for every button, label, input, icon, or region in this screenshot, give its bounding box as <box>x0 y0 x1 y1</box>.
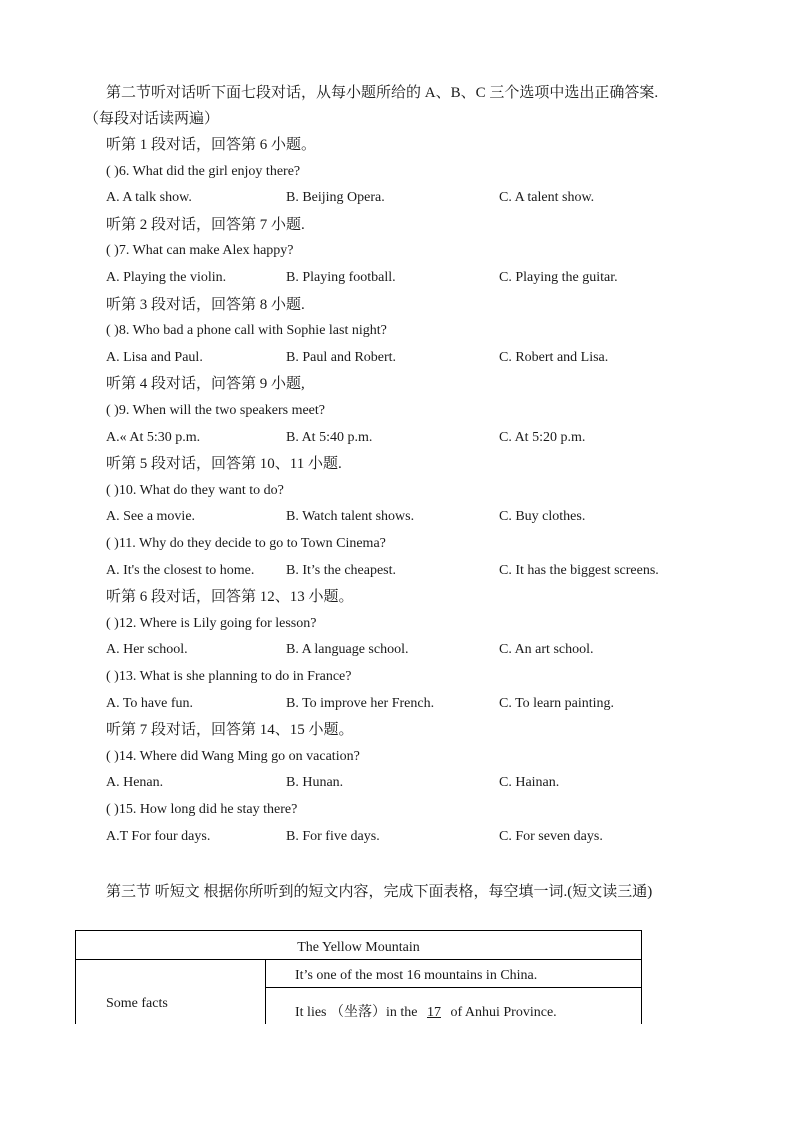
question-stem: ( )10. What do they want to do? <box>106 483 284 498</box>
option-a[interactable]: A.T For four days. <box>106 829 211 844</box>
table-column-divider <box>265 959 266 1024</box>
option-c[interactable]: C. Playing the guitar. <box>499 270 618 285</box>
question-stem: ( )14. Where did Wang Ming go on vacation? <box>106 749 360 764</box>
option-a[interactable]: A. To have fun. <box>106 696 194 711</box>
fact2-suffix: of Anhui Province. <box>450 1005 557 1020</box>
option-b[interactable]: B. For five days. <box>286 829 380 844</box>
option-c[interactable]: C. It has the biggest screens. <box>499 563 659 578</box>
table-fact-1: It’s one of the most 16 mountains in China. <box>295 968 538 983</box>
question-stem: ( )6. What did the girl enjoy there? <box>106 164 301 179</box>
question-stem: ( )11. Why do they decide to go to Town Cinema? <box>106 536 386 551</box>
answer-table <box>75 930 642 1024</box>
dialogue-header: 听第 6 段对话，回答第 12、13 小题。 <box>106 589 354 605</box>
option-c[interactable]: C. To learn painting. <box>499 696 615 711</box>
question-stem: ( )8. Who bad a phone call with Sophie last night? <box>106 323 387 338</box>
option-c[interactable]: C. At 5:20 p.m. <box>499 430 586 445</box>
table-divider <box>265 987 641 988</box>
option-b[interactable]: B. Watch talent shows. <box>286 509 415 524</box>
option-b[interactable]: B. A language school. <box>286 642 409 657</box>
option-a[interactable]: A. Her school. <box>106 642 188 657</box>
option-a[interactable]: A. Henan. <box>106 775 164 790</box>
option-c[interactable]: C. An art school. <box>499 642 594 657</box>
option-a[interactable]: A. It's the closest to home. <box>106 563 255 578</box>
option-c[interactable]: C. For seven days. <box>499 829 603 844</box>
option-b[interactable]: B. Hunan. <box>286 775 344 790</box>
option-b[interactable]: B. Paul and Robert. <box>286 350 397 365</box>
section2-heading-line2: （每段对话读两遍） <box>84 111 220 127</box>
table-title: The Yellow Mountain <box>297 940 420 955</box>
dialogue-header: 听第 5 段对话，回答第 10、11 小题. <box>106 456 342 472</box>
option-b[interactable]: B. At 5:40 p.m. <box>286 430 373 445</box>
dialogue-header: 听第 1 段对话，回答第 6 小题。 <box>106 137 317 153</box>
dialogue-header: 听第 2 段对话，回答第 7 小题. <box>106 217 305 233</box>
option-a[interactable]: A.« At 5:30 p.m. <box>106 430 201 445</box>
option-c[interactable]: C. Hainan. <box>499 775 560 790</box>
option-a[interactable]: A. Playing the violin. <box>106 270 227 285</box>
dialogue-header: 听第 4 段对话，问答第 9 小题, <box>106 376 305 392</box>
dialogue-header: 听第 3 段对话，回答第 8 小题. <box>106 297 305 313</box>
question-stem: ( )13. What is she planning to do in France? <box>106 669 352 684</box>
table-row-label: Some facts <box>106 996 168 1011</box>
dialogue-header: 听第 7 段对话，回答第 14、15 小题。 <box>106 722 354 738</box>
option-b[interactable]: B. Beijing Opera. <box>286 190 385 205</box>
option-c[interactable]: C. A talent show. <box>499 190 595 205</box>
question-stem: ( )7. What can make Alex happy? <box>106 243 294 258</box>
option-b[interactable]: B. To improve her French. <box>286 696 435 711</box>
question-stem: ( )9. When will the two speakers meet? <box>106 403 326 418</box>
table-fact-2 <box>295 1001 557 1021</box>
option-a[interactable]: A. Lisa and Paul. <box>106 350 203 365</box>
option-c[interactable]: C. Robert and Lisa. <box>499 350 609 365</box>
option-c[interactable]: C. Buy clothes. <box>499 509 586 524</box>
section3-heading: 第三节 听短文 根据你所听到的短文内容，完成下面表格，每空填一词.(短文读三通) <box>106 884 653 900</box>
option-b[interactable]: B. Playing football. <box>286 270 396 285</box>
fact2-prefix: It lies （坐落）in the <box>295 1005 418 1020</box>
option-a[interactable]: A. A talk show. <box>106 190 192 205</box>
question-stem: ( )15. How long did he stay there? <box>106 802 298 817</box>
question-stem: ( )12. Where is Lily going for lesson? <box>106 616 317 631</box>
option-a[interactable]: A. See a movie. <box>106 509 196 524</box>
table-divider <box>76 959 641 960</box>
section2-heading-line1: 第二节听对话听下面七段对话，从每小题所给的 A、B、C 三个选项中选出正确答案. <box>106 85 659 101</box>
option-b[interactable]: B. It’s the cheapest. <box>286 563 397 578</box>
answer-blank-17[interactable]: 17 <box>427 1005 441 1020</box>
